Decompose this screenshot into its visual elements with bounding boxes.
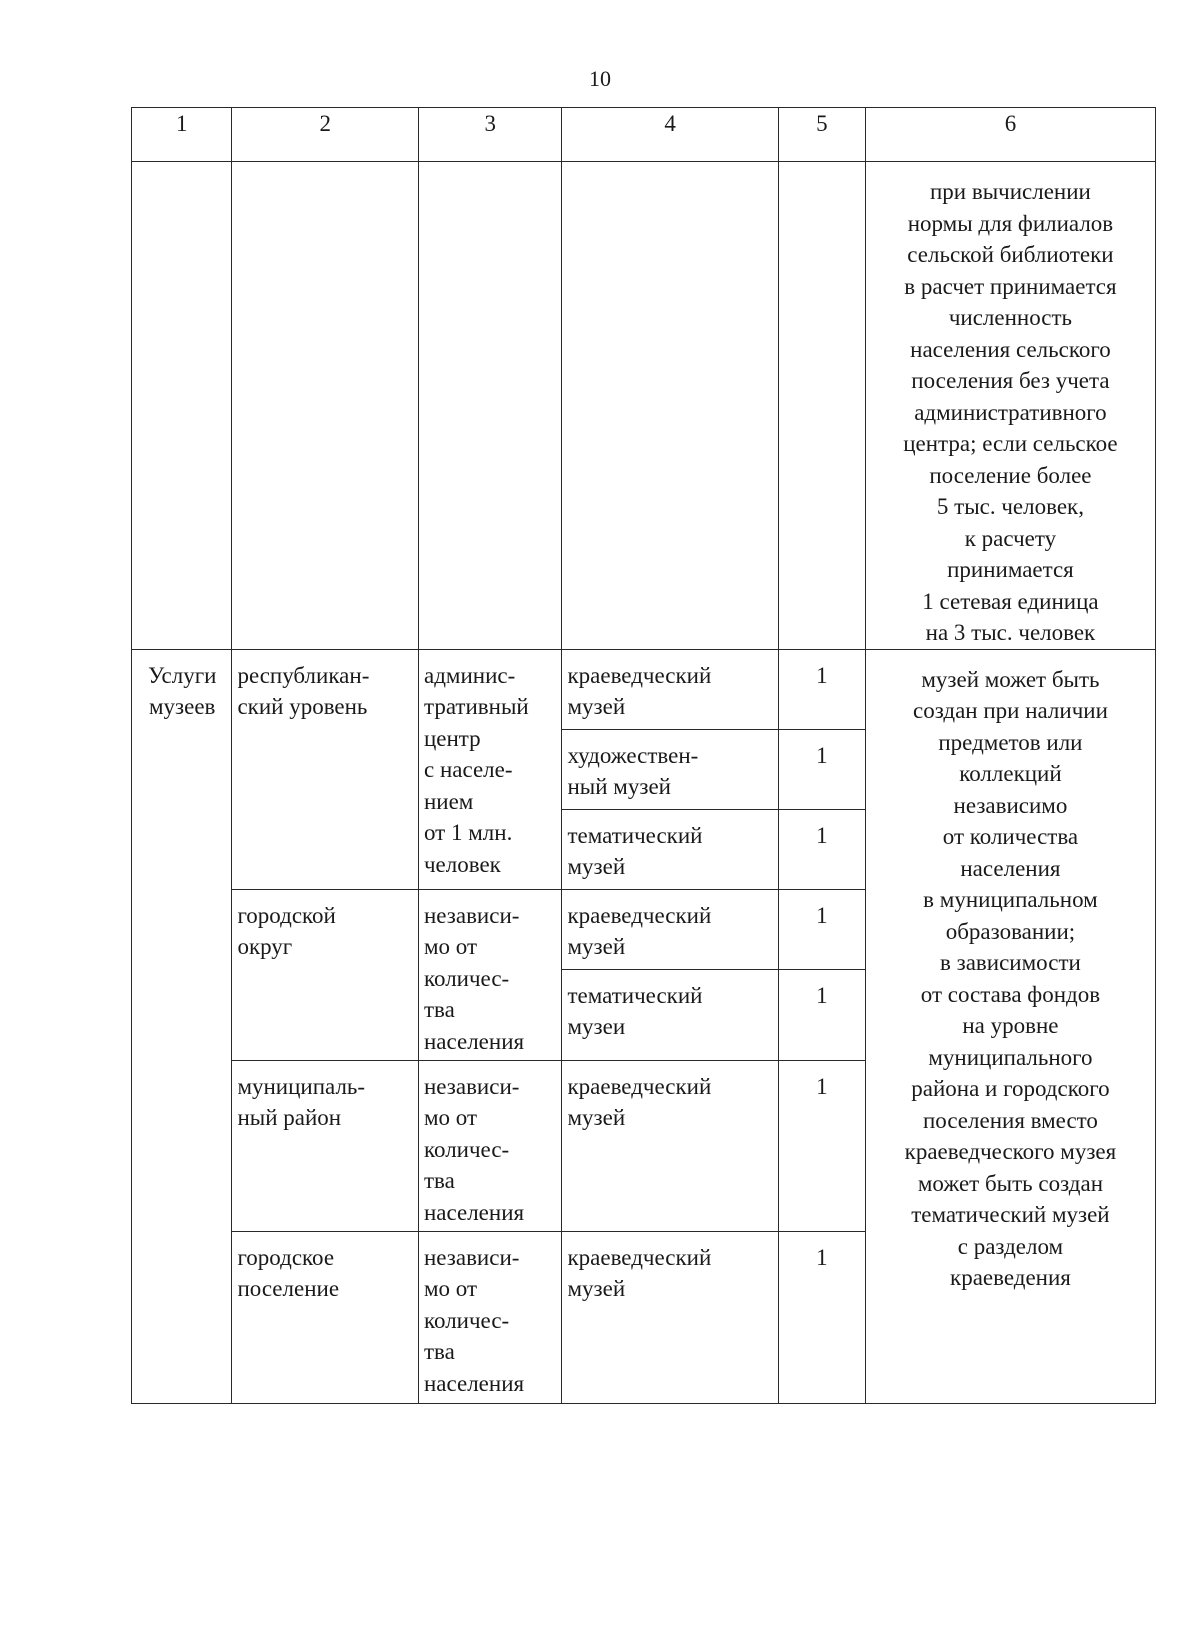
museum-type-cell <box>562 649 778 729</box>
condition-cell <box>418 889 562 1060</box>
text-line: на 3 тыс. человек <box>925 620 1096 645</box>
text-line: тративный <box>423 694 529 719</box>
text-line: тематический музей <box>911 1202 1110 1227</box>
text-line: Услуги <box>147 662 217 688</box>
text-line: административного <box>914 399 1107 425</box>
text-line: независи- <box>423 902 520 928</box>
norms-table <box>131 107 1156 1404</box>
text-line: ский уровень <box>237 694 368 719</box>
level-cell <box>232 1060 419 1231</box>
text-line: городское <box>237 1244 335 1270</box>
notes-text <box>866 650 1155 1294</box>
continuation-note-cell <box>865 162 1155 650</box>
text-line: краеведческий <box>567 1073 712 1099</box>
text-line: музей <box>567 1105 626 1130</box>
table-row <box>132 649 1156 729</box>
text-line: населения <box>423 1370 525 1396</box>
museum-type-text <box>562 970 777 1043</box>
text-line: от 1 млн. <box>423 820 513 845</box>
museum-type-cell <box>562 1060 778 1231</box>
text-line: к расчету <box>964 525 1057 551</box>
text-line: при вычислении <box>929 179 1091 204</box>
text-line: в зависимости <box>940 950 1081 975</box>
text-line: количес- <box>423 965 510 991</box>
text-line: независимо <box>953 792 1068 818</box>
text-line: художествен- <box>567 742 699 768</box>
text-line: 5 тыс. человек, <box>936 494 1084 519</box>
text-line: ный музей <box>567 774 671 799</box>
condition-text <box>419 1232 562 1400</box>
text-line: коллекций <box>959 761 1062 786</box>
text-line: республикан- <box>237 662 370 688</box>
text-line: городской <box>237 902 336 928</box>
count-value: 1 <box>816 662 828 688</box>
text-line: человек <box>423 851 501 877</box>
text-line: нием <box>423 788 474 814</box>
text-line: муниципаль- <box>237 1073 366 1099</box>
header-cell: 6 <box>865 108 1155 162</box>
museum-type-text <box>562 730 777 803</box>
level-text <box>232 1232 418 1305</box>
empty-cell <box>232 162 419 650</box>
condition-cell <box>418 1231 562 1403</box>
service-name-cell <box>132 649 232 1403</box>
condition-text <box>419 650 562 881</box>
text-line: центр <box>423 725 481 751</box>
text-line: населения <box>960 855 1061 881</box>
empty-cell <box>562 162 778 650</box>
museum-type-cell <box>562 809 778 889</box>
text-line: музей <box>567 1276 626 1301</box>
text-line: музеи <box>567 1014 626 1039</box>
count-cell <box>778 969 865 1060</box>
level-cell <box>232 1231 419 1403</box>
text-line: принимается <box>947 557 1074 582</box>
level-cell <box>232 889 419 1060</box>
condition-text <box>419 890 562 1058</box>
level-text <box>232 890 418 963</box>
text-line: поселение <box>237 1276 340 1301</box>
text-line: округ <box>237 934 293 959</box>
text-line: в расчет принимается <box>904 273 1117 299</box>
text-line: краеведческий <box>567 662 712 688</box>
count-value: 1 <box>816 822 828 848</box>
text-line: админис- <box>423 662 516 688</box>
count-value: 1 <box>816 902 828 928</box>
header-cell: 4 <box>562 108 778 162</box>
text-line: количес- <box>423 1307 510 1333</box>
text-line: мо от <box>423 1276 478 1301</box>
count-value: 1 <box>816 1073 828 1099</box>
text-line: музей <box>567 934 626 959</box>
condition-text <box>419 1061 562 1229</box>
text-line: с населе- <box>423 757 513 782</box>
text-line: с разделом <box>957 1233 1064 1259</box>
text-line: численность <box>948 305 1073 330</box>
text-line: сельской библиотеки <box>907 242 1114 267</box>
text-line: от количества <box>942 824 1079 849</box>
header-row <box>132 108 1156 162</box>
header-cell: 2 <box>232 108 419 162</box>
text-line: краеведческий <box>567 902 712 928</box>
text-line: может быть создан <box>917 1170 1103 1196</box>
museum-type-cell <box>562 1231 778 1403</box>
text-line: музеев <box>149 694 216 719</box>
museum-type-text <box>562 1232 777 1305</box>
text-line: поселения вместо <box>922 1107 1098 1133</box>
text-line: краеведческого музея <box>904 1139 1117 1164</box>
count-value: 1 <box>816 742 828 768</box>
text-line: предметов или <box>938 729 1083 755</box>
continuation-row <box>132 162 1156 650</box>
text-line: независи- <box>423 1244 520 1270</box>
text-line: музей <box>567 854 626 879</box>
count-value: 1 <box>816 982 828 1008</box>
empty-cell <box>132 162 232 650</box>
text-line: поселения без учета <box>911 368 1110 393</box>
text-line: образовании; <box>945 918 1076 944</box>
museum-type-cell <box>562 969 778 1060</box>
continuation-note <box>866 162 1155 649</box>
text-line: в муниципальном <box>923 887 1098 912</box>
text-line: тва <box>423 1168 455 1193</box>
count-cell <box>778 1231 865 1403</box>
museum-type-text <box>562 650 777 723</box>
header-cell: 1 <box>132 108 232 162</box>
text-line: 1 сетевая единица <box>922 588 1099 614</box>
header-cell: 3 <box>418 108 562 162</box>
text-line: нормы для филиалов <box>907 210 1114 236</box>
notes-cell <box>865 649 1155 1403</box>
count-value: 1 <box>816 1244 828 1270</box>
count-cell <box>778 1060 865 1231</box>
empty-cell <box>778 162 865 650</box>
museum-type-text <box>562 810 777 883</box>
text-line: тва <box>423 997 455 1022</box>
text-line: музей <box>567 694 626 719</box>
level-text <box>232 1061 418 1134</box>
count-cell <box>778 889 865 969</box>
text-line: количес- <box>423 1136 510 1162</box>
empty-cell <box>418 162 562 650</box>
condition-cell <box>418 649 562 889</box>
text-line: населения сельского <box>910 336 1111 362</box>
count-cell <box>778 649 865 729</box>
condition-cell <box>418 1060 562 1231</box>
text-line: населения <box>423 1199 525 1225</box>
text-line: муниципального <box>928 1044 1093 1070</box>
service-name-text <box>132 650 231 723</box>
text-line: района и городского <box>911 1076 1110 1101</box>
museum-type-cell <box>562 729 778 809</box>
text-line: музей может быть <box>921 666 1100 692</box>
museum-type-text <box>562 890 777 963</box>
text-line: ный район <box>237 1105 342 1130</box>
text-line: центра; если сельское <box>903 431 1118 456</box>
text-line: мо от <box>423 934 478 959</box>
text-line: на уровне <box>962 1013 1059 1038</box>
text-line: населения <box>423 1028 525 1054</box>
text-line: тематический <box>567 982 703 1008</box>
page-number: 10 <box>589 66 611 91</box>
text-line: от состава фондов <box>920 981 1101 1007</box>
count-cell <box>778 809 865 889</box>
text-line: краеведения <box>950 1265 1071 1290</box>
text-line: тва <box>423 1339 455 1364</box>
text-line: создан при наличии <box>912 698 1108 723</box>
text-line: мо от <box>423 1105 478 1130</box>
text-line: краеведческий <box>567 1244 712 1270</box>
museum-type-text <box>562 1061 777 1134</box>
level-cell <box>232 649 419 889</box>
count-cell <box>778 729 865 809</box>
museum-type-cell <box>562 889 778 969</box>
level-text <box>232 650 418 723</box>
header-cell: 5 <box>778 108 865 162</box>
text-line: поселение более <box>929 462 1092 488</box>
text-line: тематический <box>567 822 703 848</box>
text-line: независи- <box>423 1073 520 1099</box>
